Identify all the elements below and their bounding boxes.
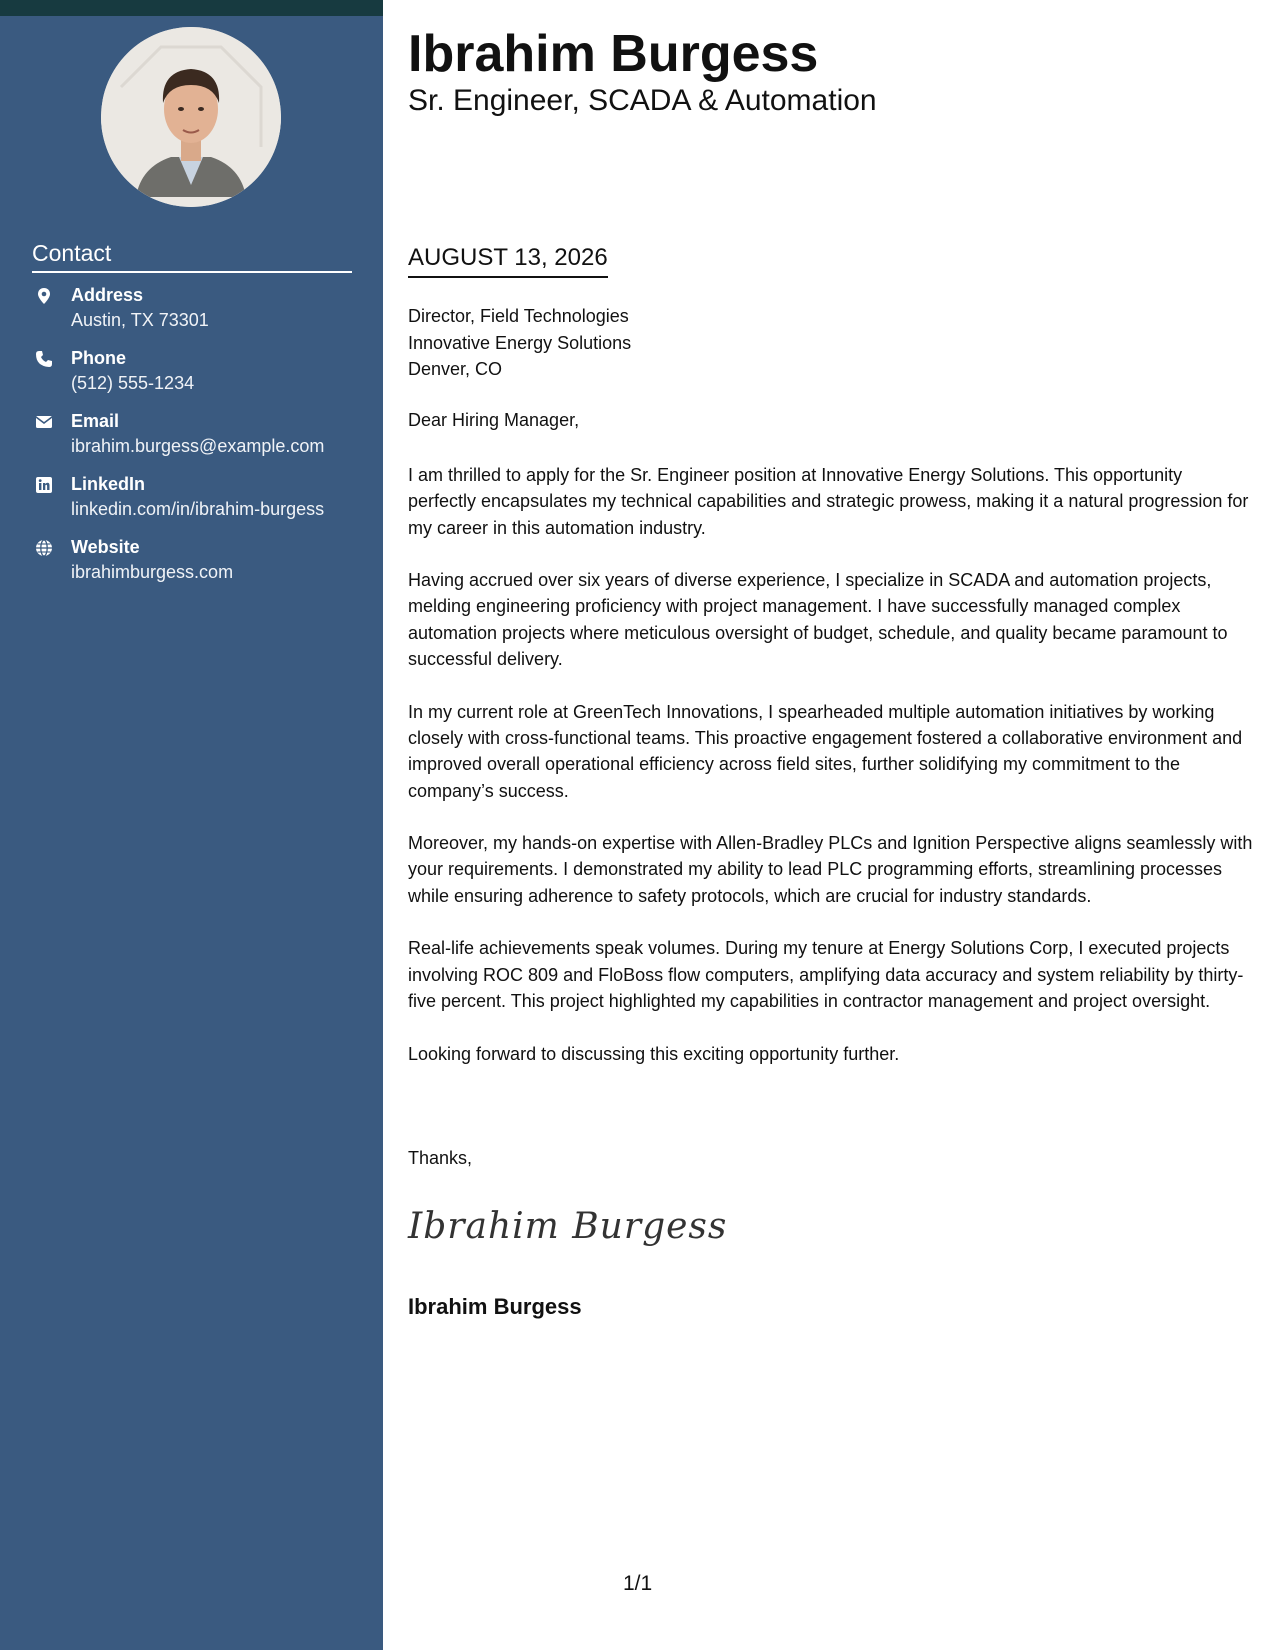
- body-paragraph: Real-life achievements speak volumes. During my tenure at Energy Solutions Corp, I executed projects involving ROC 809 and FloBoss flow computers, amplifying data accuracy and system reliability by thirty-five percent. This project highlighted my capabilities in contractor management and project oversight.: [408, 938, 1244, 1011]
- contact-address: [32, 283, 372, 346]
- sidebar-top-bar: [0, 0, 383, 16]
- contact-heading: Contact: [32, 240, 352, 273]
- envelope-icon: [35, 413, 53, 431]
- body-paragraph: Looking forward to discussing this exciting opportunity further.: [408, 1043, 900, 1064]
- contact-label: Email: [71, 411, 120, 431]
- phone-value[interactable]: (512) 555-1234: [71, 373, 195, 393]
- address-value: Austin, TX 73301: [71, 310, 209, 330]
- job-title: Sr. Engineer, SCADA & Automation: [408, 84, 877, 117]
- linkedin-icon: [35, 476, 53, 494]
- contact-phone: [32, 346, 372, 409]
- contact-label: Address: [71, 285, 144, 305]
- body-paragraph: I am thrilled to apply for the Sr. Engineer position at Innovative Energy Solutions. This opportunity perfectly encapsulates my technical capabilities and strategic prowess, making it a natural progression for my career in this automation industry.: [408, 465, 1249, 538]
- closing: Thanks,: [408, 1148, 473, 1168]
- recipient-line: Director, Field Technologies: [408, 306, 629, 326]
- letter-date: AUGUST 13, 2026: [408, 244, 608, 278]
- page-number: 1/1: [623, 1572, 653, 1595]
- applicant-name: Ibrahim Burgess: [408, 25, 819, 83]
- email-value[interactable]: ibrahim.burgess@example.com: [71, 436, 325, 456]
- contact-label: LinkedIn: [71, 474, 146, 494]
- avatar: [101, 27, 281, 207]
- salutation: Dear Hiring Manager,: [408, 410, 580, 430]
- avatar-portrait: [101, 27, 281, 207]
- contact-website: [32, 535, 372, 598]
- handwritten-signature: Ibrahim Burgess: [408, 1206, 728, 1247]
- recipient-line: Denver, CO: [408, 359, 503, 379]
- contact-label: Phone: [71, 348, 127, 368]
- letter-body: [408, 462, 1253, 1093]
- recipient-block: [408, 303, 631, 383]
- phone-icon: [35, 350, 53, 368]
- sidebar: [0, 0, 383, 1650]
- body-paragraph: Moreover, my hands-on expertise with Allen-Bradley PLCs and Ignition Perspective aligns seamlessly with your requirements. I demonstrated my ability to lead PLC programming efforts, streamlining processes while ensuring adherence to safety protocols, which are crucial for industry standards.: [408, 833, 1253, 906]
- map-pin-icon: [35, 287, 53, 305]
- globe-icon: [35, 539, 53, 557]
- linkedin-value[interactable]: linkedin.com/in/ibrahim-burgess: [71, 499, 325, 519]
- signed-name: Ibrahim Burgess: [408, 1294, 582, 1319]
- contact-label: Website: [71, 537, 140, 557]
- recipient-line: Innovative Energy Solutions: [408, 332, 632, 353]
- contact-linkedin: [32, 472, 372, 535]
- website-value[interactable]: ibrahimburgess.com: [71, 562, 234, 582]
- body-paragraph: In my current role at GreenTech Innovations, I spearheaded multiple automation initiatives by working closely with cross-functional teams. This proactive engagement fostered a collaborative environment and improved overall operational efficiency across field sites, further solidifying my commitment to the company’s success.: [408, 701, 1243, 801]
- contact-email: [32, 409, 372, 472]
- contact-list: [32, 283, 372, 598]
- body-paragraph: Having accrued over six years of diverse experience, I specialize in SCADA and automation projects, melding engineering proficiency with project management. I have successfully managed complex automation projects where meticulous oversight of budget, schedule, and quality became paramount to successful delivery.: [408, 570, 1228, 670]
